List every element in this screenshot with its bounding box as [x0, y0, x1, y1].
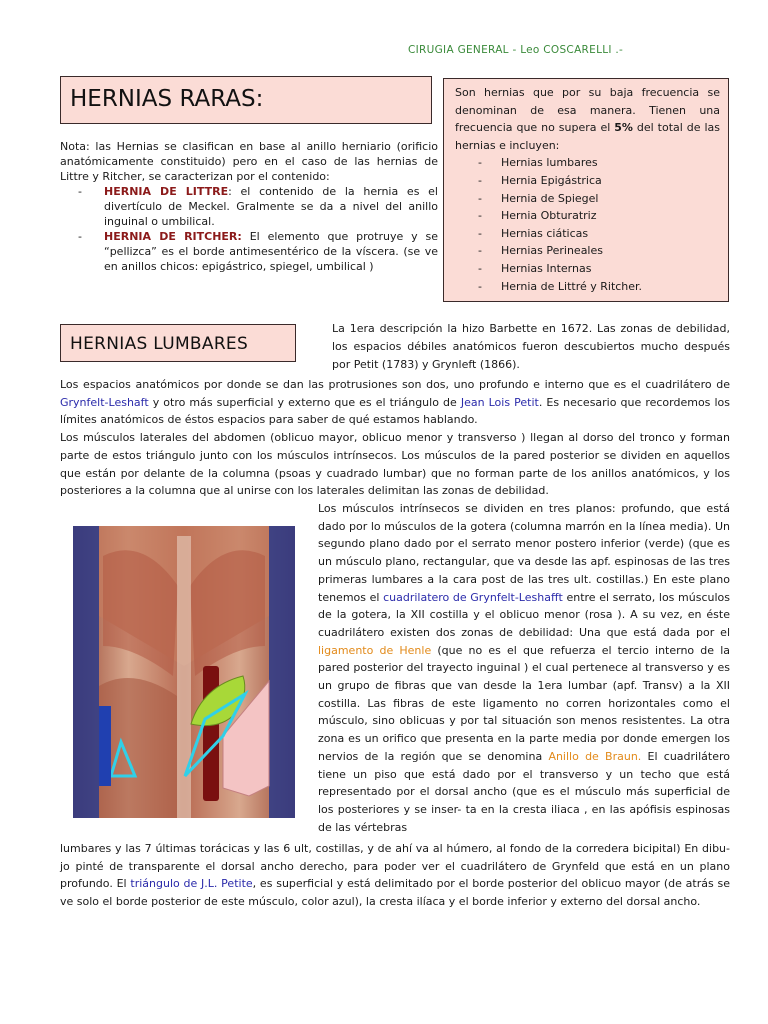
paragraph-text: , es superficial y está delimitado por el borde posterior del oblicuo mayor (de atrás se ve solo el borde posterior de este músculo, color azul), la cresta ilíaca y el borde inferior y externo del dorsal ancho.: [60, 877, 730, 909]
list-item: [60, 229, 438, 274]
jean-lois-petit-term: Jean Lois Petit: [460, 395, 539, 409]
term-description: : el contenido de la hernia es el divertículo de Meckel. Gralmente se da a nivel del anillo inguinal o umbilical.: [104, 185, 438, 228]
henle-ligament-term: ligamento de Henle: [318, 643, 432, 657]
term-hernia-ritcher: HERNIA DE RITCHER:: [104, 230, 242, 243]
bullet-dash: -: [78, 230, 82, 243]
term-hernia-littre: HERNIA DE LITTRE: [104, 185, 229, 198]
petit-triangle-term: triángulo de J.L. Petite: [130, 877, 253, 891]
list-item: [455, 154, 720, 172]
nota-intro: Nota: las Hernias se clasifican en base al anillo herniario (orificio anatómicamente constituido) pero en el caso de las hernias de Littre y Ritcher, se caracterizan por el contenido:: [60, 140, 438, 183]
bullet-dash: -: [478, 173, 482, 187]
list-item: [455, 225, 720, 243]
summary-percent: 5%: [614, 121, 633, 135]
summary-intro: [455, 84, 720, 154]
braun-ring-term: Anillo de Braun.: [548, 749, 642, 763]
nota-list: [60, 184, 438, 274]
paragraph-text: Los músculos intrínsecos se dividen en tres planos: profundo, que está dado por lo músculos de la gotera (columna marrón en la línea media). Un segundo plano dado por el serrato menor postero inferior (verde) (que es un músculo plano, rectangular, que va desde las apf. espinosas de las tres primeras lumbares a la cara post de las tres ult. costillas.) En este plano tenemos el: [318, 502, 730, 604]
bullet-dash: -: [478, 156, 482, 170]
nota-section: [60, 139, 438, 274]
musculos-paragraph: Los músculos laterales del abdomen (oblicuo mayor, oblicuo menor y transverso ) llegan al dorso del tronco y forman parte de estos triángulo junto con los músculos intrínsecos. Los músculos de la pared posterior se dividen en aquellos que están por delante de la columna (psoas y cuadrado lumbar) que no forman parte de los anillos anatómicos, y los posteriores a la columna que al unirse con los laterales delimitan las zonas de debilidad.: [60, 431, 730, 498]
main-paragraphs: [60, 376, 730, 500]
summary-intro-text: del total de las hernias e incluyen:: [455, 121, 720, 152]
list-item: [455, 278, 720, 296]
grynfelt-leshafft-quadrilateral-term: cuadrilatero de Grynfelt-Leshafft: [383, 590, 563, 604]
list-item: [455, 260, 720, 278]
list-item-label: Hernias ciáticas: [501, 226, 589, 240]
list-item: [455, 207, 720, 225]
bullet-dash: -: [478, 244, 482, 258]
paragraph-text: Los espacios anatómicos por donde se dan las protrusiones son dos, uno profundo e interno que es el cuadrilátero de: [60, 378, 730, 391]
hernias-raras-title-box: [60, 76, 432, 124]
paragraph-text: El cuadrilátero tiene un piso que está dado por el transverso y un techo que está representado por el dorsal ancho (que es el músculo más superficial de los posteriores y se inser- ta en la cresta iliaca , en las apófisis espinosas de las vértebras: [318, 749, 730, 834]
paragraph-text: entre el serrato, los músculos de la gotera, la XII costilla y el oblicuo menor (rosa ). A su vez, en éste cuadrilátero existen dos zonas de debilidad: Una que está dada por el: [318, 590, 730, 639]
list-item-label: Hernia de Spiegel: [501, 191, 599, 205]
left-arm-shadow: [73, 526, 99, 818]
list-item: [455, 242, 720, 260]
page-header: CIRUGIA GENERAL - Leo COSCARELLI .-: [408, 44, 624, 56]
paragraph-text: y otro más superficial y externo que es el triángulo de: [148, 395, 461, 409]
list-item-label: Hernia Obturatriz: [501, 209, 597, 223]
list-item-label: Hernia Epigástrica: [501, 173, 602, 187]
term-description: El elemento que protruye y se “pellizca” es el borde antimesentérico de la víscera. (se ve en anillos chicos: epigástrico, spiegel, umbilical ): [104, 230, 438, 273]
hernias-lumbares-title: HERNIAS LUMBARES: [70, 334, 249, 354]
summary-intro-text: Son hernias que por su baja frecuencia se denominan de esa manera. Tienen una frecuencia que no supera el: [455, 86, 720, 135]
bullet-dash: -: [478, 209, 482, 223]
hernias-lumbares-title-box: [60, 324, 296, 362]
list-item-label: Hernias Perineales: [501, 244, 603, 258]
bullet-dash: -: [478, 226, 482, 240]
latissimus-paragraph: [60, 840, 730, 911]
back-muscles-drawing: [73, 526, 295, 818]
list-item: [60, 184, 438, 229]
bullet-dash: -: [478, 261, 482, 275]
list-item-label: Hernias lumbares: [501, 156, 598, 170]
erector-spinae-column: [203, 666, 219, 801]
espacios-paragraph: [60, 376, 730, 429]
bullet-dash: -: [478, 279, 482, 293]
bullet-dash: -: [478, 191, 482, 205]
lumbar-anatomy-illustration: [73, 526, 295, 818]
list-item: [455, 190, 720, 208]
rare-hernias-summary-box: [443, 78, 729, 302]
history-paragraph: La 1era descripción la hizo Barbette en 1672. Las zonas de debilidad, los espacios débiles anatómicos fueron descubiertos mucho después por Petit (1783) y Grynleft (1866).: [332, 322, 730, 371]
paragraph-text: . Es necesario que recordemos los límites anatómicos de éstos espacios para saber de qué estamos hablando.: [60, 395, 730, 427]
right-arm-shadow: [269, 526, 295, 818]
rare-hernias-list: [455, 154, 720, 295]
hernias-raras-title: HERNIAS RARAS:: [70, 86, 264, 112]
external-oblique-border: [99, 706, 111, 786]
intrinsic-muscles-paragraph: [318, 500, 730, 836]
list-item-label: Hernia de Littré y Ritcher.: [501, 279, 643, 293]
list-item-label: Hernias Internas: [501, 261, 592, 275]
list-item: [455, 172, 720, 190]
paragraph-text: (que no es el que refuerza el tercio interno de la pared posterior del trayecto inguinal ) el cual pertenece al transverso y es un grupo de fibras que van desde la 1era lumbar (apf. Transv) a la XII costilla. Las fibras de este ligamento no corren horizontales como el músculo, sino oblicuas y por tal situación son menos resistentes. La otra zona es un orifico que presenta en la parte media por donde emergen los nervios de la región que se denomina: [318, 643, 730, 763]
paragraph-text: lumbares y las 7 últimas torácicas y las 6 ult, costillas, y de ahí va al húmero, al fondo de la corredera bicipital) En dibu- jo pinté de transparente el dorsal ancho derecho, para poder ver el cuadrilátero de Grynfeld que está en un plano profundo. El: [60, 842, 730, 891]
bullet-dash: -: [78, 185, 82, 198]
grynfelt-leshaft-term: Grynfelt-Leshaft: [60, 395, 149, 409]
